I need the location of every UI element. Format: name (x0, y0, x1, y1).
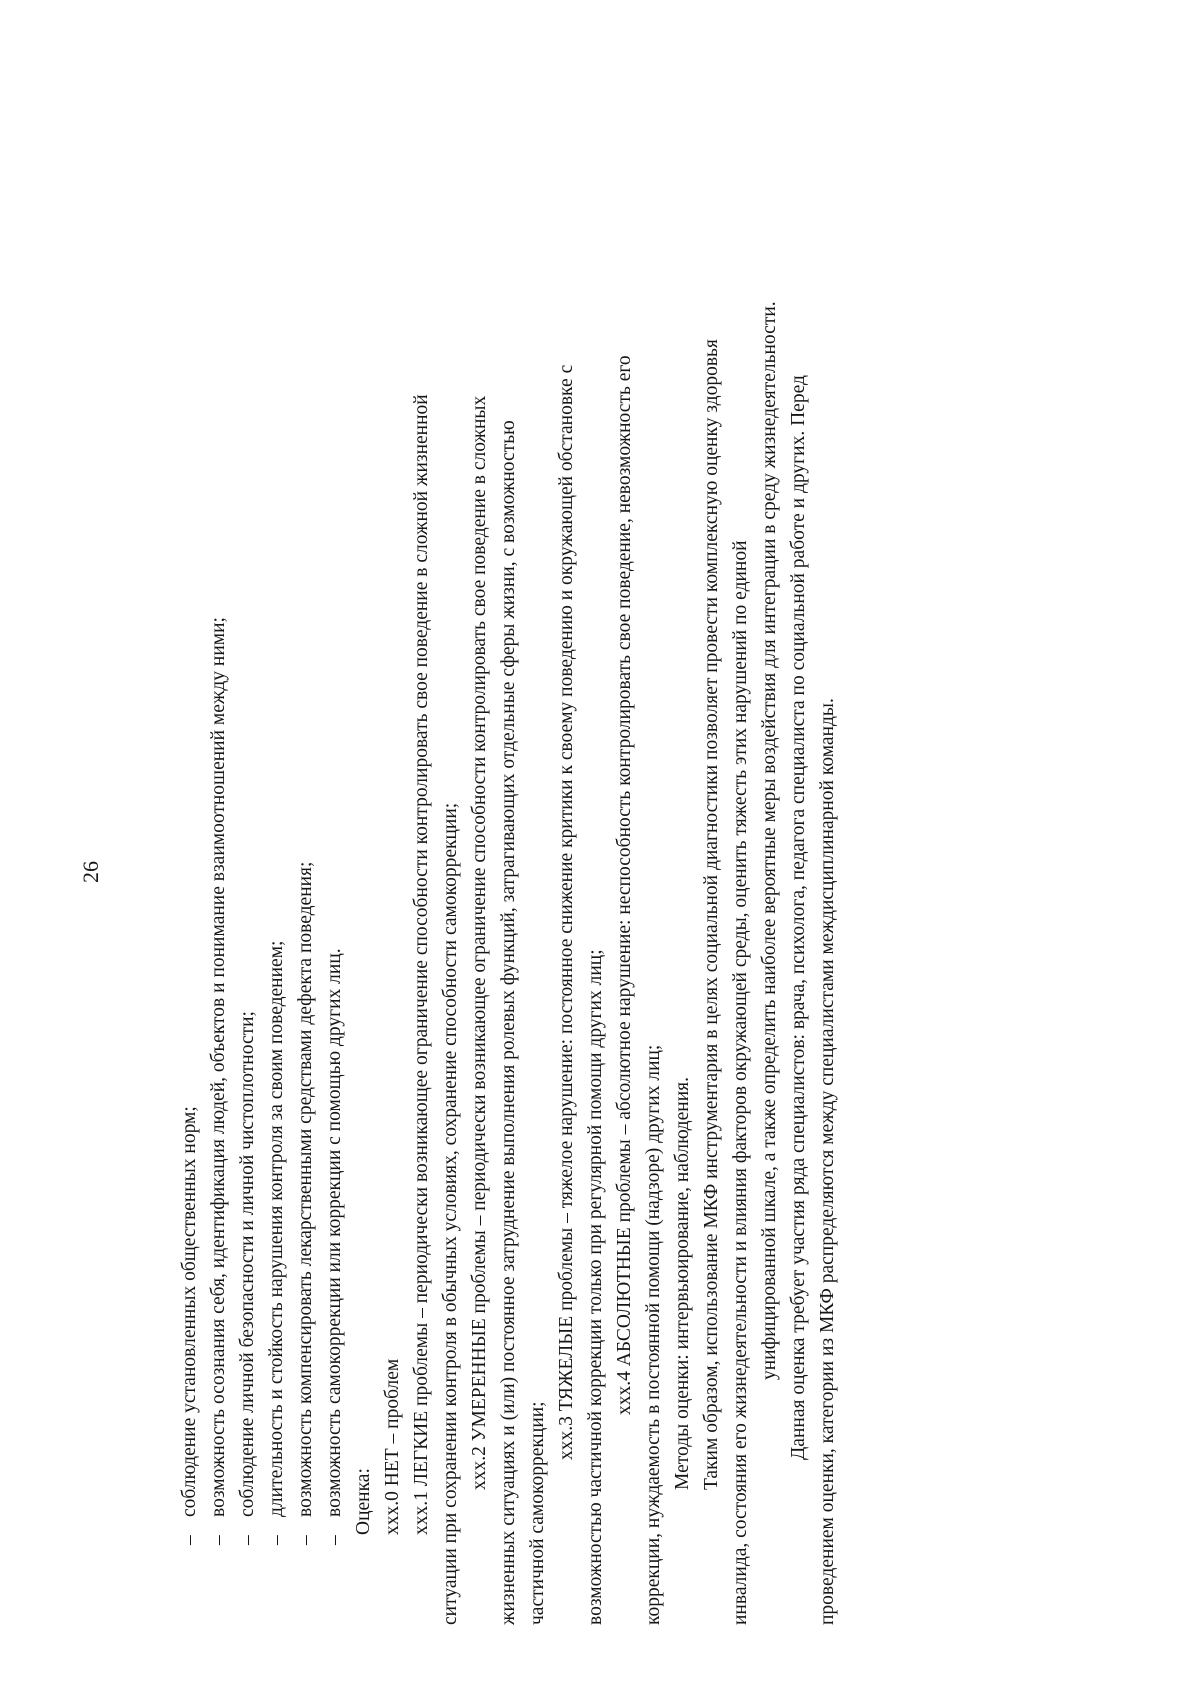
conclusion-line: Таким образом, использование МКФ инструментария в целях социальной диагностики позволяет провести комплексную оценку здоровья (701, 339, 722, 1490)
criteria-bullet-list (175, 105, 349, 1625)
dash-bullet-icon: – (208, 1535, 229, 1545)
list-item: –длительность и стойкость нарушения контроля за своим поведением; (262, 105, 291, 1625)
assessment-scale (349, 105, 668, 1625)
dash-bullet-icon: – (295, 1535, 316, 1545)
list-item: –возможность самокоррекции или коррекции с помощью других лиц. (320, 105, 349, 1625)
level-1-mild-line: xxx.1 ЛЕГКИЕ проблемы – периодически возникающее ограничение способности контролировать свое поведение в сложной жизненной (411, 394, 432, 1535)
level-2-moderate-line: частичной самокоррекции; (527, 1401, 548, 1625)
list-item: –соблюдение установленных общественных норм; (175, 105, 204, 1625)
dash-bullet-icon: – (324, 1535, 345, 1545)
rotated-document-page (75, 65, 975, 1625)
list-item: –возможность осознания себя, идентификация людей, объектов и понимание взаимоотношений между ними; (204, 105, 233, 1625)
assessment-heading: Оценка: (353, 1468, 374, 1535)
methods-paragraph: Методы оценки: интервьюирование, наблюдения. (672, 1077, 693, 1490)
dash-bullet-icon: – (179, 1535, 200, 1545)
team-line: проведением оценки, категории из МКФ распределяются между специалистами междисциплинарной команды. (817, 698, 838, 1625)
page-number: 26 (78, 861, 103, 883)
list-item: –соблюдение личной безопасности и личной чистоплотности; (233, 105, 262, 1625)
conclusion-line: инвалида, состояния его жизнедеятельности и влияния факторов окружающей среды, оценить тяжесть этих нарушений по единой (730, 540, 751, 1625)
level-3-severe-line: xxx.3 ТЯЖЕЛЫЕ проблемы – тяжелое нарушение: постоянное снижение критики к своему поведению и окружающей обстановке с (556, 364, 577, 1460)
document-body (175, 105, 842, 1625)
level-0-none: xxx.0 НЕТ – проблем (382, 1358, 403, 1535)
level-1-mild-line: ситуации при сохранении контроля в обычных условиях, сохранение способности самокоррекции; (440, 802, 461, 1625)
dash-bullet-icon: – (237, 1535, 258, 1545)
level-4-absolute-line: xxx.4 АБСОЛЮТНЫЕ проблемы – абсолютное нарушение: неспособность контролировать свое поведение, невозможность его (614, 355, 635, 1415)
dash-bullet-icon: – (266, 1535, 287, 1545)
level-2-moderate-line: xxx.2 УМЕРЕННЫЕ проблемы – периодически возникающее ограничение способности контролировать свое поведение в сложных (469, 395, 490, 1490)
list-item: –возможность компенсировать лекарственными средствами дефекта поведения; (291, 105, 320, 1625)
level-2-moderate-line: жизненных ситуациях и (или) постоянное затруднение выполнения ролевых функций, затрагивающих отдельные сферы жизни, с возможностью (498, 420, 519, 1625)
team-paragraph (784, 105, 842, 1625)
conclusion-line: унифицированной шкале, а также определить наиболее вероятные меры воздействия для интеграции в среду жизнедеятельности. (759, 301, 780, 1380)
level-3-severe-line: возможностью частичной коррекции только при регулярной помощи других лиц; (585, 949, 606, 1625)
team-line: Данная оценка требует участия ряда специалистов: врача, психолога, педагога специалиста по социальной работе и других. Перед (788, 375, 809, 1460)
conclusion-paragraph (697, 105, 784, 1625)
level-4-absolute-line: коррекции, нуждаемость в постоянной помощи (надзоре) других лиц; (643, 1044, 664, 1625)
